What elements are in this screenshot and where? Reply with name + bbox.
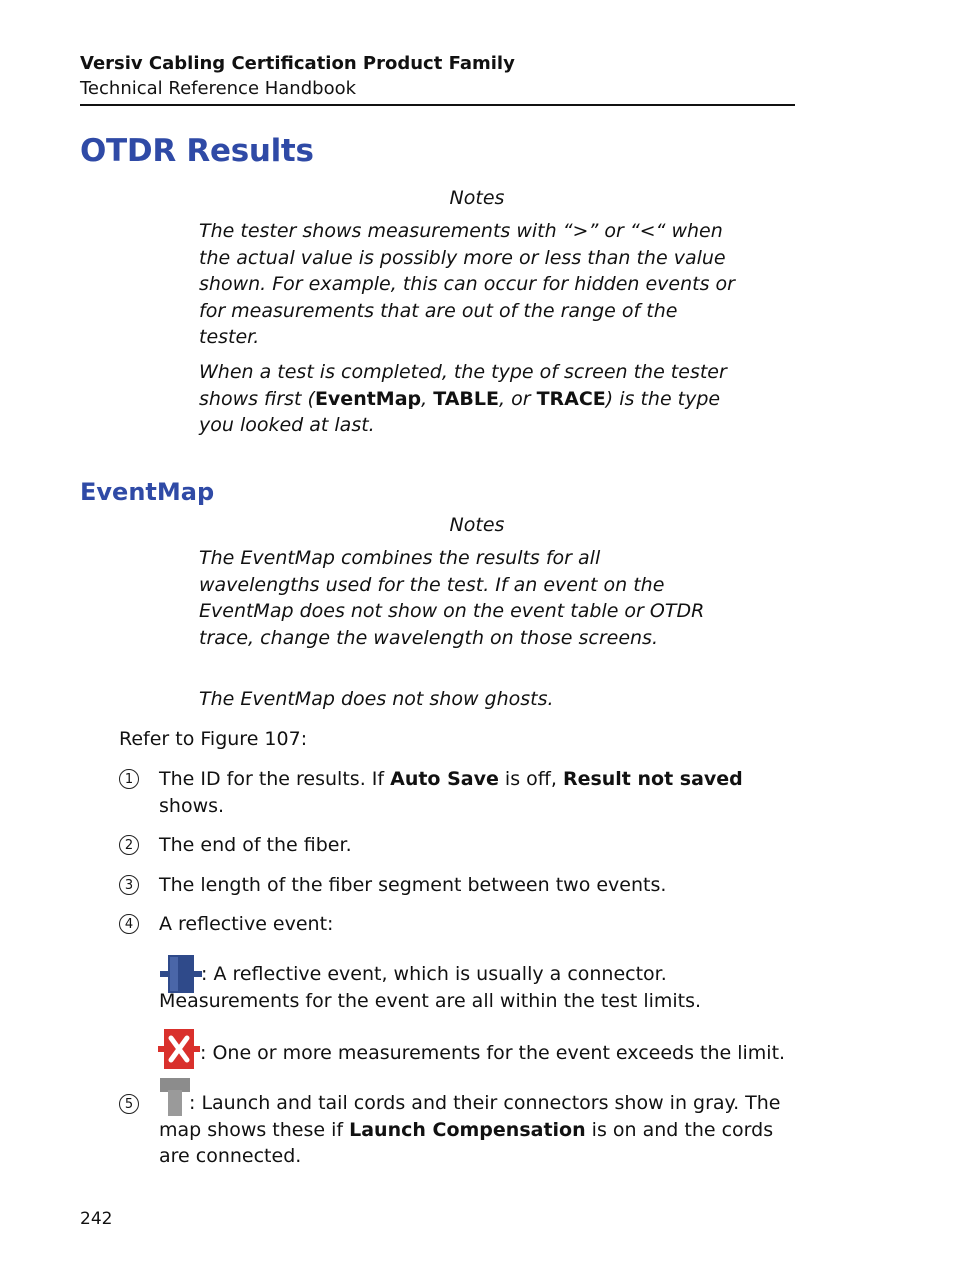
note-paragraph: The tester shows measurements with “>” or “<“ when the actual value is possibly more or less than the value shown. For example, this can occur for hidden events or for measurements that are out of the range of the tester.	[199, 220, 735, 348]
list-item	[159, 1090, 799, 1170]
notes-label: Notes	[449, 187, 505, 209]
list-item: The length of the fiber segment between two events.	[159, 874, 667, 896]
note-text: When a test is completed, the type of screen the tester shows first (	[199, 361, 727, 410]
fail-description: : One or more measurements for the event exceeds the limit.	[200, 1042, 786, 1064]
item-text: The ID for the results. If	[159, 768, 391, 790]
note-paragraph: The EventMap combines the results for all wavelengths used for the test. If an event on the EventMap does not show on the event table or OTDR trace, change the wavelength on those screens.	[199, 547, 705, 649]
item-text: is off,	[498, 768, 563, 790]
page-number: 242	[80, 1209, 113, 1229]
note-text: , or	[499, 387, 537, 410]
section-title: OTDR Results	[80, 133, 314, 169]
list-item	[159, 766, 799, 819]
item-bold: Result not saved	[562, 768, 743, 790]
callout-number: 2	[119, 835, 139, 855]
item-bold: Launch Compensation	[349, 1118, 586, 1141]
item-text: shows.	[159, 794, 225, 817]
item-text: : Launch and tail cords and their connectors show in gray. The map shows these if	[159, 1092, 781, 1141]
callout-number: 3	[119, 875, 139, 895]
reflective-event-fail-icon	[158, 1029, 200, 1069]
refer-text: Refer to Figure 107:	[119, 728, 308, 750]
callout-number: 4	[119, 914, 139, 934]
notes-label: Notes	[449, 514, 505, 536]
note-text: ,	[421, 387, 434, 410]
list-item: The end of the fiber.	[159, 834, 352, 856]
header-subtitle: Technical Reference Handbook	[80, 78, 357, 99]
note-text: ) is the type you looked at last.	[199, 387, 721, 436]
header-rule	[80, 104, 795, 106]
note-bold-trace: TRACE	[536, 387, 606, 410]
pass-description: : A reflective event, which is usually a connector. Measurements for the event are all within the test limits.	[159, 963, 702, 1012]
header-title: Versiv Cabling Certification Product Family	[80, 53, 515, 74]
note-paragraph: The EventMap does not show ghosts.	[199, 688, 554, 710]
note-bold-eventmap: EventMap	[314, 387, 422, 410]
item-text: is on and the cords are connected.	[159, 1118, 774, 1167]
note-paragraph	[199, 359, 739, 439]
item-bold: Auto Save	[390, 768, 499, 790]
callout-number: 1	[119, 769, 139, 789]
callout-number: 5	[119, 1094, 139, 1114]
subsection-title: EventMap	[80, 478, 215, 506]
note-bold-table: TABLE	[433, 387, 499, 410]
list-item: A reflective event:	[159, 913, 334, 935]
